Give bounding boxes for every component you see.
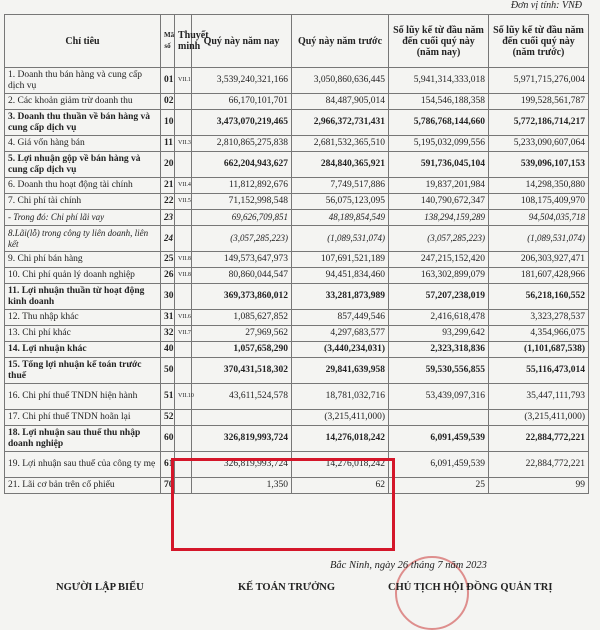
row-value-4: 3,323,278,537 xyxy=(489,310,589,326)
row-value-3: 154,546,188,358 xyxy=(389,94,489,110)
row-label: 16. Chi phí thuế TNDN hiện hành xyxy=(5,384,161,410)
row-value-4: (1,089,531,074) xyxy=(489,226,589,252)
row-label: 6. Doanh thu hoạt động tài chính xyxy=(5,178,161,194)
row-note xyxy=(175,358,192,384)
row-value-1 xyxy=(192,410,292,426)
row-value-1: 2,810,865,275,838 xyxy=(192,136,292,152)
table-row xyxy=(5,68,589,94)
row-value-1: 27,969,562 xyxy=(192,326,292,342)
row-label: 4. Giá vốn hàng bán xyxy=(5,136,161,152)
row-label: 10. Chi phí quản lý doanh nghiệp xyxy=(5,268,161,284)
row-value-4: 35,447,111,793 xyxy=(489,384,589,410)
unit-label: Đơn vị tính: VNĐ xyxy=(510,0,582,11)
row-value-4: 539,096,107,153 xyxy=(489,152,589,178)
row-value-2: 94,451,834,460 xyxy=(292,268,389,284)
row-value-3: 591,736,045,104 xyxy=(389,152,489,178)
table-row xyxy=(5,284,589,310)
table-row xyxy=(5,310,589,326)
row-value-1: 80,860,044,547 xyxy=(192,268,292,284)
row-value-2: 857,449,546 xyxy=(292,310,389,326)
row-label: 12. Thu nhập khác xyxy=(5,310,161,326)
row-value-1: 326,819,993,724 xyxy=(192,452,292,478)
row-value-4: 94,504,035,718 xyxy=(489,210,589,226)
row-value-4: 108,175,409,970 xyxy=(489,194,589,210)
header-ma-so: Mã số xyxy=(161,15,175,68)
table-row xyxy=(5,94,589,110)
row-value-3: 2,416,618,478 xyxy=(389,310,489,326)
row-note: VII.5 xyxy=(175,194,192,210)
row-value-4: 99 xyxy=(489,478,589,494)
table-row xyxy=(5,268,589,284)
row-value-4: (3,215,411,000) xyxy=(489,410,589,426)
row-value-2: 18,781,032,716 xyxy=(292,384,389,410)
row-value-4: 5,772,186,714,217 xyxy=(489,110,589,136)
row-note xyxy=(175,110,192,136)
row-label: 21. Lãi cơ bản trên cổ phiếu xyxy=(5,478,161,494)
row-value-4: 181,607,428,966 xyxy=(489,268,589,284)
row-note: VII.3 xyxy=(175,136,192,152)
row-code: 11 xyxy=(161,136,175,152)
row-code: 61 xyxy=(161,452,175,478)
header-current-quarter: Quý này năm nay xyxy=(192,15,292,68)
row-value-2: 107,691,521,189 xyxy=(292,252,389,268)
row-value-1: 369,373,860,012 xyxy=(192,284,292,310)
row-label: 8.Lãi(lỗ) trong công ty liên doanh, liên kết xyxy=(5,226,161,252)
row-value-1: 69,626,709,851 xyxy=(192,210,292,226)
row-value-1: 662,204,943,627 xyxy=(192,152,292,178)
row-value-3: 53,439,097,316 xyxy=(389,384,489,410)
row-code: 26 xyxy=(161,268,175,284)
row-value-1: 3,473,070,219,465 xyxy=(192,110,292,136)
table-row xyxy=(5,326,589,342)
row-value-2: 2,681,532,365,510 xyxy=(292,136,389,152)
row-value-1: 1,085,627,852 xyxy=(192,310,292,326)
row-value-3: 2,323,318,836 xyxy=(389,342,489,358)
row-code: 22 xyxy=(161,194,175,210)
row-note xyxy=(175,426,192,452)
signature-preparer: NGƯỜI LẬP BIỂU xyxy=(56,582,144,593)
row-value-4: 4,354,966,075 xyxy=(489,326,589,342)
table-header xyxy=(5,15,589,68)
row-value-3 xyxy=(389,410,489,426)
row-note xyxy=(175,152,192,178)
row-note: VII.7 xyxy=(175,326,192,342)
row-label: 19. Lợi nhuận sau thuế của công ty mẹ xyxy=(5,452,161,478)
table-row xyxy=(5,410,589,426)
signature-chief-accountant: KẾ TOÁN TRƯỞNG xyxy=(238,582,336,593)
table-row xyxy=(5,252,589,268)
row-label: 9. Chi phí bán hàng xyxy=(5,252,161,268)
row-code: 02 xyxy=(161,94,175,110)
row-value-3: 140,790,672,347 xyxy=(389,194,489,210)
row-value-1: 66,170,101,701 xyxy=(192,94,292,110)
table-row xyxy=(5,384,589,410)
row-value-3: (3,057,285,223) xyxy=(389,226,489,252)
row-value-1: 43,611,524,578 xyxy=(192,384,292,410)
table-row xyxy=(5,110,589,136)
row-value-3: 6,091,459,539 xyxy=(389,426,489,452)
row-value-2: 29,841,639,958 xyxy=(292,358,389,384)
row-code: 21 xyxy=(161,178,175,194)
row-value-3: 57,207,238,019 xyxy=(389,284,489,310)
row-value-3: 93,299,642 xyxy=(389,326,489,342)
row-value-2: 3,050,860,636,445 xyxy=(292,68,389,94)
row-label: 3. Doanh thu thuần về bán hàng và cung cấp dịch vụ xyxy=(5,110,161,136)
row-note xyxy=(175,284,192,310)
row-value-2: 2,966,372,731,431 xyxy=(292,110,389,136)
row-value-2: 48,189,854,549 xyxy=(292,210,389,226)
row-value-4: 56,218,160,552 xyxy=(489,284,589,310)
row-note: VII.6 xyxy=(175,310,192,326)
row-label: 13. Chi phí khác xyxy=(5,326,161,342)
row-value-3: 163,302,899,079 xyxy=(389,268,489,284)
place-date: Bắc Ninh, ngày 26 tháng 7 năm 2023 xyxy=(330,560,487,571)
row-label: 11. Lợi nhuận thuần từ hoạt động kinh doanh xyxy=(5,284,161,310)
header-ytd-current: Số lũy kế từ đầu năm đến cuối quý này (năm nay) xyxy=(389,15,489,68)
header-chi-tieu: Chỉ tiêu xyxy=(5,15,161,68)
row-code: 32 xyxy=(161,326,175,342)
row-value-4: 206,303,927,471 xyxy=(489,252,589,268)
row-value-2: 33,281,873,989 xyxy=(292,284,389,310)
row-value-4: 22,884,772,221 xyxy=(489,452,589,478)
table-row xyxy=(5,152,589,178)
row-note xyxy=(175,94,192,110)
income-statement-table xyxy=(4,14,589,494)
row-code: 10 xyxy=(161,110,175,136)
row-label: 17. Chi phí thuế TNDN hoãn lại xyxy=(5,410,161,426)
row-value-3: 6,091,459,539 xyxy=(389,452,489,478)
row-value-1: 71,152,998,548 xyxy=(192,194,292,210)
row-value-2: 62 xyxy=(292,478,389,494)
table-row xyxy=(5,426,589,452)
row-value-1: 370,431,518,302 xyxy=(192,358,292,384)
table-row xyxy=(5,226,589,252)
row-value-3: 5,195,032,099,556 xyxy=(389,136,489,152)
row-code: 23 xyxy=(161,210,175,226)
row-code: 30 xyxy=(161,284,175,310)
row-value-3: 19,837,201,984 xyxy=(389,178,489,194)
row-code: 20 xyxy=(161,152,175,178)
row-note: VII.8 xyxy=(175,268,192,284)
row-value-3: 247,215,152,420 xyxy=(389,252,489,268)
row-label: 2. Các khoản giảm trừ doanh thu xyxy=(5,94,161,110)
row-code: 25 xyxy=(161,252,175,268)
table-row xyxy=(5,358,589,384)
row-value-4: 22,884,772,221 xyxy=(489,426,589,452)
row-note xyxy=(175,342,192,358)
row-label: 1. Doanh thu bán hàng và cung cấp dịch vụ xyxy=(5,68,161,94)
row-code: 31 xyxy=(161,310,175,326)
row-note: VII.4 xyxy=(175,178,192,194)
row-value-4: 55,116,473,014 xyxy=(489,358,589,384)
row-value-3: 5,786,768,144,660 xyxy=(389,110,489,136)
row-value-2: 4,297,683,577 xyxy=(292,326,389,342)
row-code: 50 xyxy=(161,358,175,384)
row-value-2: (3,215,411,000) xyxy=(292,410,389,426)
row-value-1: 149,573,647,973 xyxy=(192,252,292,268)
row-value-2: 14,276,018,242 xyxy=(292,426,389,452)
row-note xyxy=(175,410,192,426)
row-value-1: 3,539,240,321,166 xyxy=(192,68,292,94)
row-value-2: 84,487,905,014 xyxy=(292,94,389,110)
row-note: VII.8 xyxy=(175,252,192,268)
header-prev-quarter: Quý này năm trước xyxy=(292,15,389,68)
row-label: 15. Tổng lợi nhuận kế toán trước thuế xyxy=(5,358,161,384)
row-value-3: 5,941,314,333,018 xyxy=(389,68,489,94)
table-row xyxy=(5,210,589,226)
row-code: 70 xyxy=(161,478,175,494)
signature-chairman: CHỦ TỊCH HỘI ĐỒNG QUẢN TRỊ xyxy=(388,582,553,593)
header-ytd-prev: Số lũy kế từ đầu năm đến cuối quý này (năm trước) xyxy=(489,15,589,68)
row-value-2: (3,440,234,031) xyxy=(292,342,389,358)
row-code: 51 xyxy=(161,384,175,410)
row-code: 01 xyxy=(161,68,175,94)
row-value-4: 199,528,561,787 xyxy=(489,94,589,110)
row-value-3: 25 xyxy=(389,478,489,494)
row-label: 5. Lợi nhuận gộp về bán hàng và cung cấp dịch vụ xyxy=(5,152,161,178)
row-note: VII.10 xyxy=(175,384,192,410)
row-value-2: 14,276,018,242 xyxy=(292,452,389,478)
row-value-1: (3,057,285,223) xyxy=(192,226,292,252)
table-row xyxy=(5,342,589,358)
row-note xyxy=(175,210,192,226)
header-thuyet-minh: Thuyết minh xyxy=(175,15,192,68)
row-code: 60 xyxy=(161,426,175,452)
highlight-box xyxy=(171,458,395,551)
row-value-2: 284,840,365,921 xyxy=(292,152,389,178)
row-value-4: (1,101,687,538) xyxy=(489,342,589,358)
row-value-1: 326,819,993,724 xyxy=(192,426,292,452)
row-note: VII.1 xyxy=(175,68,192,94)
table-row xyxy=(5,136,589,152)
table-row xyxy=(5,178,589,194)
row-note xyxy=(175,226,192,252)
row-value-3: 138,294,159,289 xyxy=(389,210,489,226)
row-value-4: 5,233,090,607,064 xyxy=(489,136,589,152)
row-code: 52 xyxy=(161,410,175,426)
row-code: 40 xyxy=(161,342,175,358)
row-label: 18. Lợi nhuận sau thuế thu nhập doanh nghiệp xyxy=(5,426,161,452)
row-value-4: 14,298,350,880 xyxy=(489,178,589,194)
row-value-3: 59,530,556,855 xyxy=(389,358,489,384)
row-value-2: 56,075,123,095 xyxy=(292,194,389,210)
row-value-2: (1,089,531,074) xyxy=(292,226,389,252)
row-value-1: 11,812,892,676 xyxy=(192,178,292,194)
row-value-1: 1,057,658,290 xyxy=(192,342,292,358)
row-label: - Trong đó: Chi phí lãi vay xyxy=(5,210,161,226)
table-row xyxy=(5,194,589,210)
row-label: 7. Chi phí tài chính xyxy=(5,194,161,210)
row-value-4: 5,971,715,276,004 xyxy=(489,68,589,94)
row-value-1: 1,350 xyxy=(192,478,292,494)
row-label: 14. Lợi nhuận khác xyxy=(5,342,161,358)
row-value-2: 7,749,517,886 xyxy=(292,178,389,194)
row-code: 24 xyxy=(161,226,175,252)
